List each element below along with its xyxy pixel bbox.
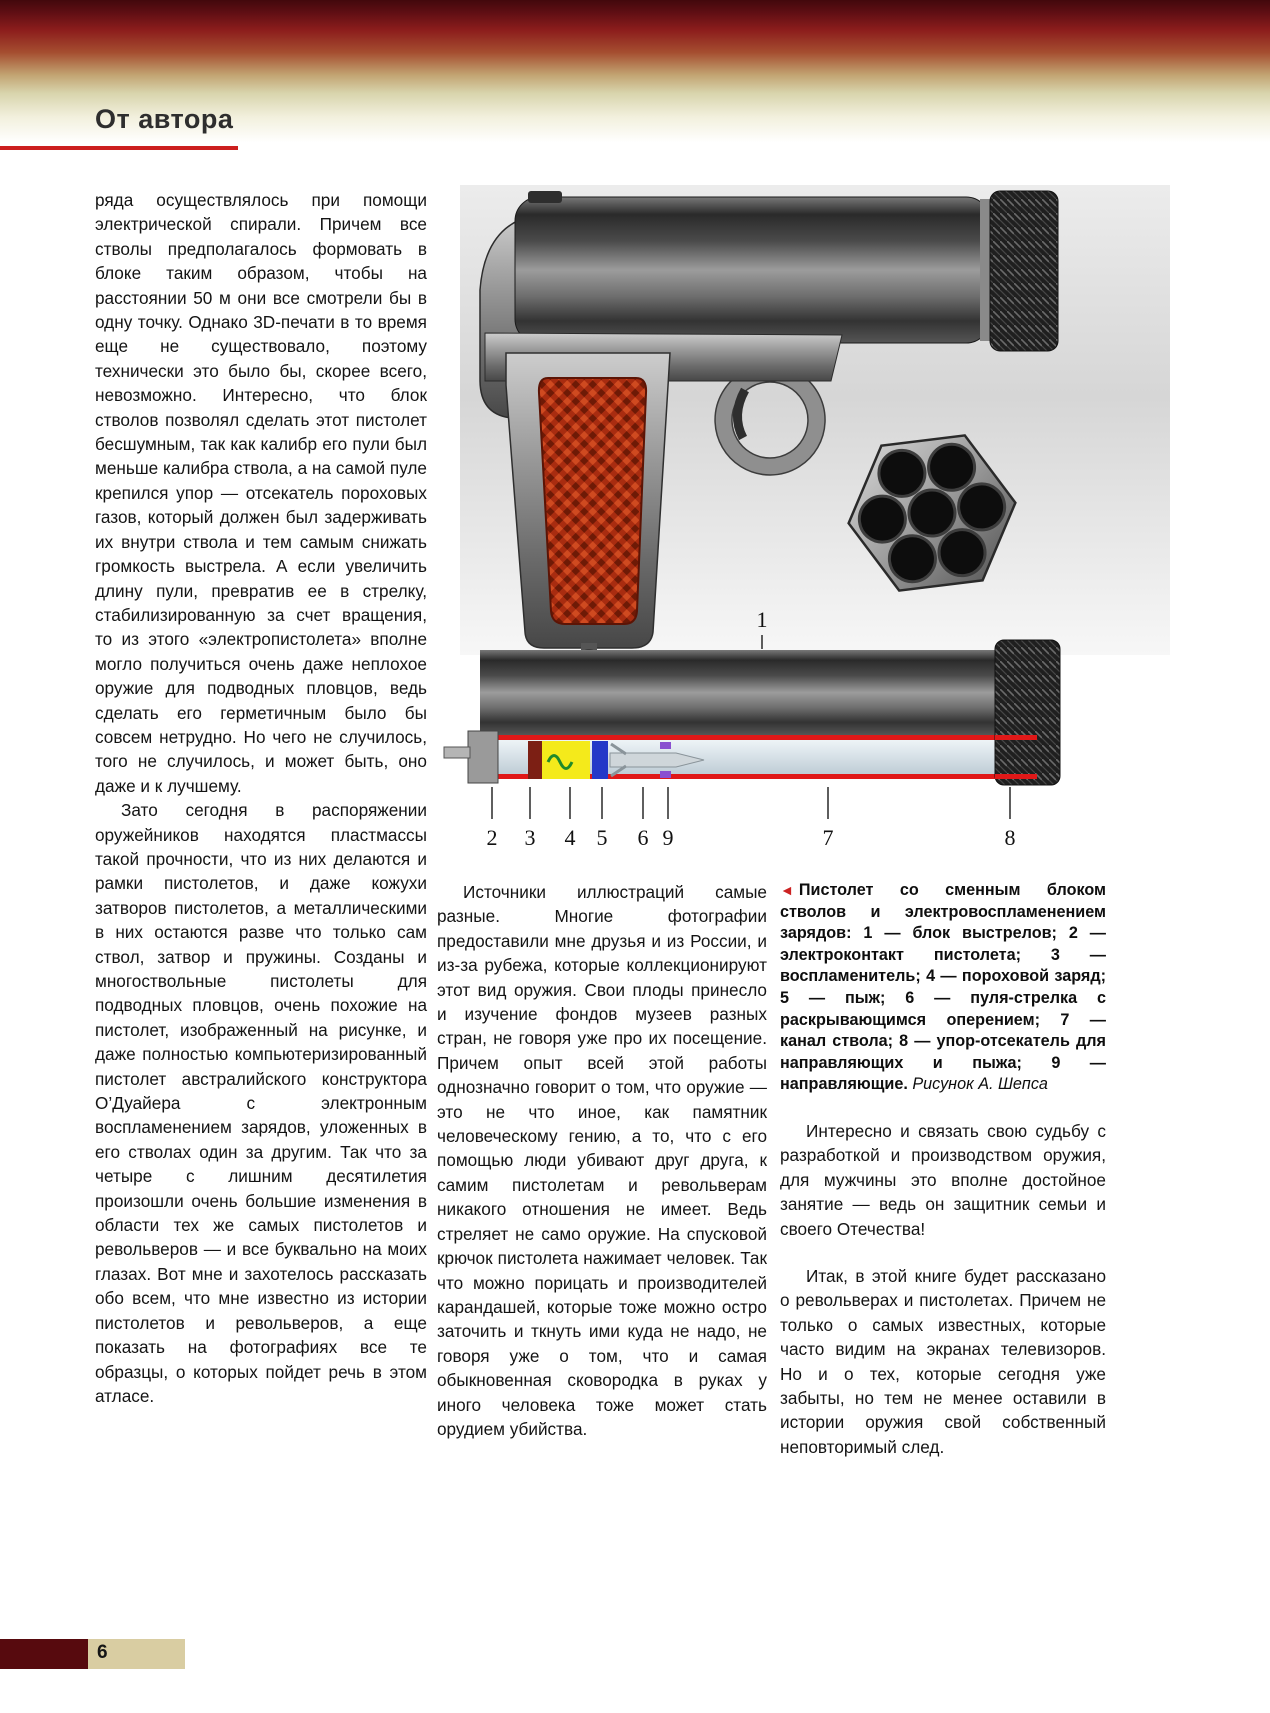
page-number: 6 [97,1642,108,1663]
body-paragraph: Итак, в этой книге будет рассказано о револьверах и пистолетах. Причем не только о самых известных, которые часто видим на экранах телевизоров. Но и о тех, которые сегодня уже забыты, но тем не менее оставили в истории оружия свой собственный неповторимый след. [780,1265,1106,1457]
caption-text: Пистолет со сменным блоком стволов и электровоспламенением зарядов: 1 — блок выстрелов; 2 — электроконтакт пистолета; 3 — воспламенитель; 4 — пороховой заряд; 5 — пыж; 6 — пуля-стрелка с раскрывающимся оперением; 7 — канал ствола; 8 — упор-отсекатель для направляющих и пыжа; 9 — направляющие. [780,881,1106,1094]
igniter [528,741,542,779]
pistol-illustration [440,185,1190,875]
caption-credit: Рисунок А. Шепса [912,1075,1048,1094]
barrel-block [515,197,990,343]
callout-label-7: 7 [822,825,834,850]
middle-column [437,880,767,1441]
wad [592,741,608,779]
footer-maroon-bar [0,1639,88,1669]
cap-bore-wall-top [995,735,1037,740]
electro-contact [444,747,470,758]
section-muzzle-cap [995,640,1060,785]
caption-arrow-icon: ◄ [780,882,794,898]
callout-ticks [492,787,1010,819]
barrel-block-section-body [480,650,1000,735]
body-paragraph: Зато сегодня в распоряжении оружейников находятся пластмассы такой прочности, что из них делаются и рамки пистолетов, и даже кожухи затворов пистолетов, а металлическими в них остаются разве что только сам ствол, затвор и пружины. Созданы и многоствольные пистолеты для подводных пловцов, очень похожие на пистолет, изображенный на рисунке, и даже полностью компьютеризированный пистолет австралийского конструктора О’Дуайера с электронным воспламенением зарядов, уложенных в его стволах один за другим. Так что за четыре с лишним десятилетия произошли очень большие изменения в области тех же самых пистолетов и револьверов — и все буквально на моих глазах. Вот мне и захотелось рассказать обо всем, что мне известно из истории пистолетов и револьверов, а еще показать на фотографиях все те образцы, о которых пойдет речь в этом атласе. [95,800,427,1406]
callout-label-6: 6 [637,825,649,850]
figure-caption [780,880,1106,1096]
guide-bottom [660,771,671,778]
right-column [780,880,1106,1459]
callout-label-9: 9 [662,825,674,850]
callout-label-2: 2 [486,825,498,850]
callout-label-4: 4 [564,825,576,850]
body-paragraph: Интересно и связать свою судьбу с разработкой и производством оружия, для мужчины это вполне достойное занятие — ведь он защитник семьи и своего Отечества! [780,1120,1106,1239]
grip-checkered-panel [539,378,646,624]
bore-wall-top [480,735,1000,740]
pistol-figure [440,185,1190,875]
breech-end [468,731,498,783]
body-paragraph: Источники иллюстраций самые разные. Многие фотографии предоставили мне друзья и из России, и из-за рубежа, которые коллекционируют этот вид оружия. Свои плоды принесло и изучение фондов музеев разных стран, не говоря уже про их посещение. Причем опыт всей этой работы однозначно говорит о том, что оружие — это не что иное, как памятник человеческому гению, а то, что с его помощью люди убивают друг друга, к самим пистолетам и револьверам никакого отношения не имеет. Ведь стреляет не само оружие. На спусковой крючок пистолета нажимает человек. Так что можно порицать и производителей карандашей, которые тоже можно остро заточить и ткнуть ими куда не надо, не говоря уже о том, что и самая обыкновенная сковородка в руках у иного человека тоже может стать орудием убийства. [437,882,767,1439]
title-red-rule [0,146,238,150]
callout-label-5: 5 [596,825,608,850]
cap-bore-wall-bottom [995,774,1037,779]
callout-label-1: 1 [756,607,768,632]
callout-label-8: 8 [1004,825,1016,850]
guide-top [660,742,671,749]
callout-label-3: 3 [524,825,536,850]
left-column [95,188,427,1408]
rear-sight [528,191,562,203]
muzzle-knurled-cap [990,191,1058,351]
body-paragraph: ряда осуществлялось при помощи электрической спирали. Причем все стволы предполагалось формовать в блоке таким образом, чтобы на расстоянии 50 м они все смотрели бы в одну точку. Однако 3D-печати в то время еще не существовало, поэтому технически это было бы, скорее всего, невозможно. Интересно, что блок стволов позволял сделать этот пистолет бесшумным, так как калибр его пули был меньше калибра ствола, а на самой пуле крепился упор — отсекатель пороховых газов, который должен был задерживать их внутри ствола и тем самым снижать громкость выстрела. А если увеличить длину пули, превратив ее в стрелку, стабилизированную за счет вращения, то из этого «электропистолета» вполне могло получиться очень даже неплохое оружие для подводных пловцов, ведь сделать его герметичным было бы совсем нетрудно. Но чего не случилось, того не случилось, и может быть, оно даже и к лучшему. [95,190,427,796]
page-title: От автора [95,104,234,134]
